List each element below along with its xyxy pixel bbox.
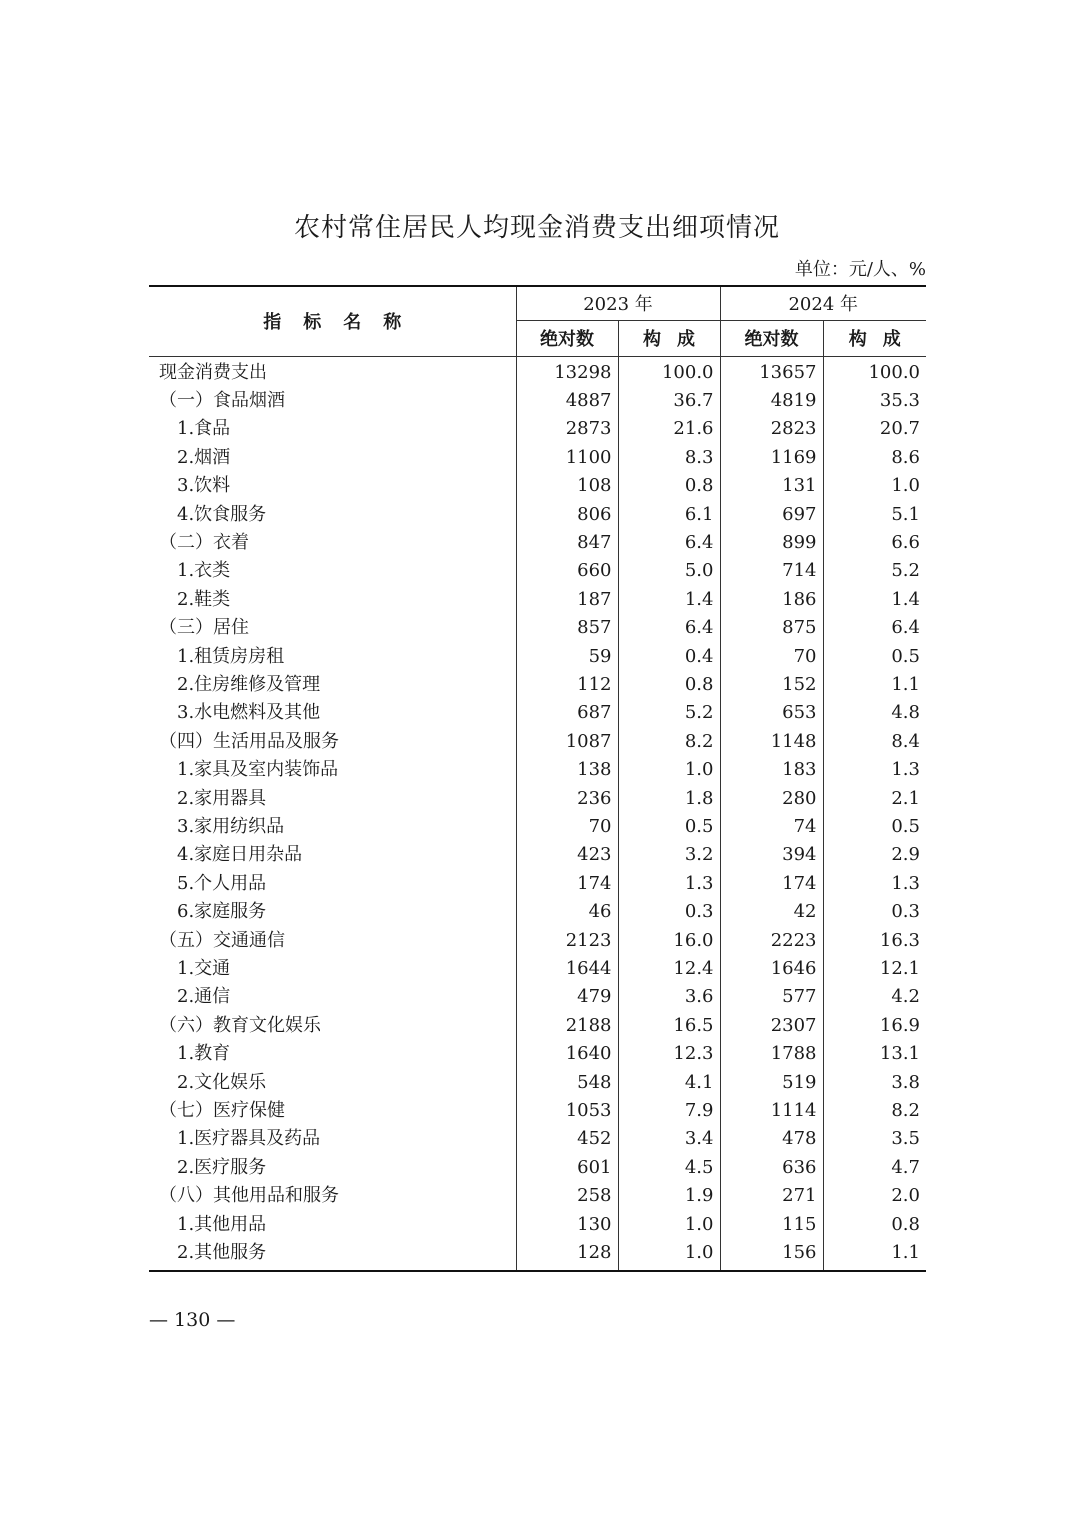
abs-2023-cell: 138 [516,756,618,784]
share-2023-cell: 6.4 [618,529,720,557]
abs-2023-cell: 59 [516,643,618,671]
row-name: 4.饮食服务 [177,503,267,525]
share-2023-cell: 6.4 [618,614,720,642]
share-2024-cell: 2.1 [823,785,926,813]
share-2024-cell: 4.7 [823,1154,926,1182]
share-2023-cell: 4.1 [618,1069,720,1097]
page-title: 农村常住居民人均现金消费支出细项情况 [293,213,780,243]
share-2024-cell: 13.1 [823,1040,926,1068]
row-name: （二）衣着 [159,531,249,553]
row-name: （三）居住 [159,617,249,639]
share-2024-cell: 0.8 [823,1211,926,1239]
row-name: 1.交通 [177,958,231,980]
abs-2023-cell: 187 [516,586,618,614]
share-2023-cell: 4.5 [618,1154,720,1182]
abs-2024-cell: 156 [720,1239,823,1270]
row-name: 2.家用器具 [177,787,267,809]
abs-2024-cell: 394 [720,841,823,869]
table-row [149,870,926,898]
table-header [149,286,926,356]
row-name: 4.家庭日用杂品 [177,844,303,866]
abs-2024-cell: 2223 [720,927,823,955]
unit-note: 单位：元/人、% [794,259,926,280]
abs-2024-cell: 478 [720,1125,823,1153]
share-2024-cell: 1.3 [823,870,926,898]
abs-2023-cell: 46 [516,898,618,926]
abs-2023-cell: 1640 [516,1040,618,1068]
row-name: 3.饮料 [177,475,231,497]
share-2024-cell: 6.4 [823,614,926,642]
table-row [149,671,926,699]
abs-2023-cell: 857 [516,614,618,642]
abs-2024-cell: 1114 [720,1097,823,1125]
abs-2024-cell: 1169 [720,444,823,472]
abs-2024-cell: 74 [720,813,823,841]
row-name: 2.文化娱乐 [177,1071,267,1093]
share-2024-cell: 100.0 [823,356,926,387]
share-2023-cell: 3.4 [618,1125,720,1153]
abs-2024-cell: 13657 [720,356,823,387]
share-2023-cell: 5.0 [618,557,720,585]
abs-2024-cell: 174 [720,870,823,898]
table-row [149,1040,926,1068]
abs-2023-cell: 112 [516,671,618,699]
abs-2023-cell: 423 [516,841,618,869]
share-2023-cell: 1.0 [618,1239,720,1270]
table-row [149,1069,926,1097]
table-row [149,756,926,784]
abs-2024-cell: 1646 [720,955,823,983]
share-2023-cell: 12.4 [618,955,720,983]
row-name: 1.医疗器具及药品 [177,1128,321,1150]
row-name: （七）医疗保健 [159,1100,285,1122]
indicator-name-header: 指标名称 [149,286,516,356]
abs-2024-cell: 1148 [720,728,823,756]
abs-2024-cell: 271 [720,1182,823,1210]
table-row [149,586,926,614]
table-row [149,1097,926,1125]
row-name: 1.其他用品 [177,1213,267,1235]
abs-2024-cell: 280 [720,785,823,813]
page-number: — 130 — [149,1309,236,1331]
share-2024-cell: 1.3 [823,756,926,784]
share-2024-cell: 20.7 [823,415,926,443]
abs-2024-cell: 2823 [720,415,823,443]
abs-2024-cell: 115 [720,1211,823,1239]
share-2023-cell: 0.8 [618,472,720,500]
table-row [149,501,926,529]
share-2024-cell: 1.0 [823,472,926,500]
abs-2023-cell: 847 [516,529,618,557]
table-row [149,983,926,1011]
row-name: 2.烟酒 [177,446,231,468]
abs-2024-cell: 183 [720,756,823,784]
share-2023-header: 构成 [618,320,720,356]
table-row [149,1125,926,1153]
share-2024-cell: 4.8 [823,699,926,727]
share-2023-cell: 0.4 [618,643,720,671]
share-2023-cell: 1.9 [618,1182,720,1210]
share-2024-cell: 1.1 [823,671,926,699]
share-2023-cell: 5.2 [618,699,720,727]
share-2023-cell: 21.6 [618,415,720,443]
share-2024-cell: 12.1 [823,955,926,983]
row-name: （八）其他用品和服务 [159,1185,339,1207]
table-row [149,898,926,926]
row-name: 3.水电燃料及其他 [177,702,321,724]
abs-2024-cell: 4819 [720,387,823,415]
share-2024-header: 构成 [823,320,926,356]
abs-2024-cell: 697 [720,501,823,529]
row-name: （四）生活用品及服务 [159,730,339,752]
share-2024-cell: 16.9 [823,1012,926,1040]
share-2023-cell: 3.6 [618,983,720,1011]
table-row [149,699,926,727]
share-2023-cell: 1.3 [618,870,720,898]
abs-2023-cell: 1087 [516,728,618,756]
abs-2023-cell: 70 [516,813,618,841]
table-row [149,1211,926,1239]
row-name: （一）食品烟酒 [159,389,285,411]
row-name: 2.住房维修及管理 [177,673,321,695]
share-2023-cell: 0.8 [618,671,720,699]
abs-2024-cell: 636 [720,1154,823,1182]
abs-2024-cell: 653 [720,699,823,727]
abs-2023-cell: 1053 [516,1097,618,1125]
abs-2024-cell: 519 [720,1069,823,1097]
abs-2023-cell: 660 [516,557,618,585]
share-2023-cell: 16.5 [618,1012,720,1040]
table-row [149,1012,926,1040]
abs-2024-cell: 152 [720,671,823,699]
share-2023-cell: 36.7 [618,387,720,415]
abs-2023-cell: 108 [516,472,618,500]
table-row [149,1154,926,1182]
row-name: 3.家用纺织品 [177,816,285,837]
table-row [149,415,926,443]
abs-2024-header: 绝对数 [720,320,823,356]
share-2024-cell: 1.1 [823,1239,926,1270]
table-row [149,955,926,983]
table-row [149,387,926,415]
share-2023-cell: 3.2 [618,841,720,869]
share-2023-cell: 16.0 [618,927,720,955]
share-2024-cell: 35.3 [823,387,926,415]
share-2023-cell: 1.0 [618,1211,720,1239]
row-name: 2.其他服务 [149,1239,516,1270]
abs-2023-cell: 2873 [516,415,618,443]
row-name: （六）教育文化娱乐 [159,1014,321,1036]
row-name: 1.租赁房房租 [177,645,285,667]
share-2024-cell: 8.2 [823,1097,926,1125]
row-name: 1.衣类 [177,560,231,582]
row-name: 现金消费支出 [159,361,267,383]
abs-2023-cell: 806 [516,501,618,529]
table-row [149,356,926,387]
row-name: 5.个人用品 [177,872,267,894]
table-row [149,841,926,869]
row-name: 1.教育 [177,1043,231,1065]
abs-2023-header: 绝对数 [516,320,618,356]
abs-2023-cell: 1100 [516,444,618,472]
table-row [149,728,926,756]
abs-2023-cell: 4887 [516,387,618,415]
abs-2024-cell: 131 [720,472,823,500]
abs-2024-cell: 577 [720,983,823,1011]
row-name: （五）交通通信 [159,929,285,951]
abs-2023-cell: 128 [516,1239,618,1270]
abs-2024-cell: 70 [720,643,823,671]
table-row [149,813,926,841]
abs-2023-cell: 258 [516,1182,618,1210]
share-2024-cell: 3.5 [823,1125,926,1153]
share-2023-cell: 8.3 [618,444,720,472]
row-name: 1.家具及室内装饰品 [177,759,339,781]
share-2024-cell: 16.3 [823,927,926,955]
share-2024-cell: 8.4 [823,728,926,756]
share-2023-cell: 8.2 [618,728,720,756]
share-2023-cell: 100.0 [618,356,720,387]
abs-2023-cell: 13298 [516,356,618,387]
row-name: 2.通信 [177,986,231,1008]
abs-2024-cell: 186 [720,586,823,614]
share-2023-cell: 1.8 [618,785,720,813]
share-2024-cell: 6.6 [823,529,926,557]
share-2023-cell: 1.0 [618,756,720,784]
table-row [149,785,926,813]
share-2024-cell: 5.2 [823,557,926,585]
year-2023-header: 2023 年 [516,286,720,320]
share-2024-cell: 5.1 [823,501,926,529]
abs-2024-cell: 714 [720,557,823,585]
table-row [149,643,926,671]
abs-2023-cell: 236 [516,785,618,813]
share-2023-cell: 0.3 [618,898,720,926]
table-row [149,1182,926,1210]
abs-2024-cell: 2307 [720,1012,823,1040]
row-name: 2.鞋类 [177,588,231,610]
abs-2023-cell: 2123 [516,927,618,955]
share-2024-cell: 0.5 [823,643,926,671]
abs-2024-cell: 1788 [720,1040,823,1068]
expenditure-table [149,285,926,1272]
share-2024-cell: 0.3 [823,898,926,926]
share-2024-cell: 4.2 [823,983,926,1011]
share-2023-cell: 12.3 [618,1040,720,1068]
abs-2023-cell: 479 [516,983,618,1011]
table-row [149,529,926,557]
share-2023-cell: 0.5 [618,813,720,841]
abs-2023-cell: 130 [516,1211,618,1239]
table-row [149,1239,926,1270]
share-2024-cell: 2.9 [823,841,926,869]
share-2024-cell: 1.4 [823,586,926,614]
abs-2023-cell: 174 [516,870,618,898]
table-body [149,356,926,1271]
abs-2023-cell: 601 [516,1154,618,1182]
share-2024-cell: 8.6 [823,444,926,472]
table-row [149,444,926,472]
share-2024-cell: 2.0 [823,1182,926,1210]
abs-2024-cell: 875 [720,614,823,642]
abs-2023-cell: 1644 [516,955,618,983]
share-2023-cell: 7.9 [618,1097,720,1125]
row-name: 6.家庭服务 [177,901,267,923]
row-name: 1.食品 [177,418,231,440]
abs-2023-cell: 2188 [516,1012,618,1040]
row-name: 2.医疗服务 [177,1156,267,1178]
share-2023-cell: 6.1 [618,501,720,529]
abs-2024-cell: 899 [720,529,823,557]
table-row [149,614,926,642]
abs-2023-cell: 548 [516,1069,618,1097]
share-2024-cell: 0.5 [823,813,926,841]
year-2024-header: 2024 年 [720,286,926,320]
table-row [149,927,926,955]
abs-2023-cell: 452 [516,1125,618,1153]
share-2024-cell: 3.8 [823,1069,926,1097]
abs-2024-cell: 42 [720,898,823,926]
abs-2023-cell: 687 [516,699,618,727]
table-row [149,472,926,500]
share-2023-cell: 1.4 [618,586,720,614]
table-row [149,557,926,585]
